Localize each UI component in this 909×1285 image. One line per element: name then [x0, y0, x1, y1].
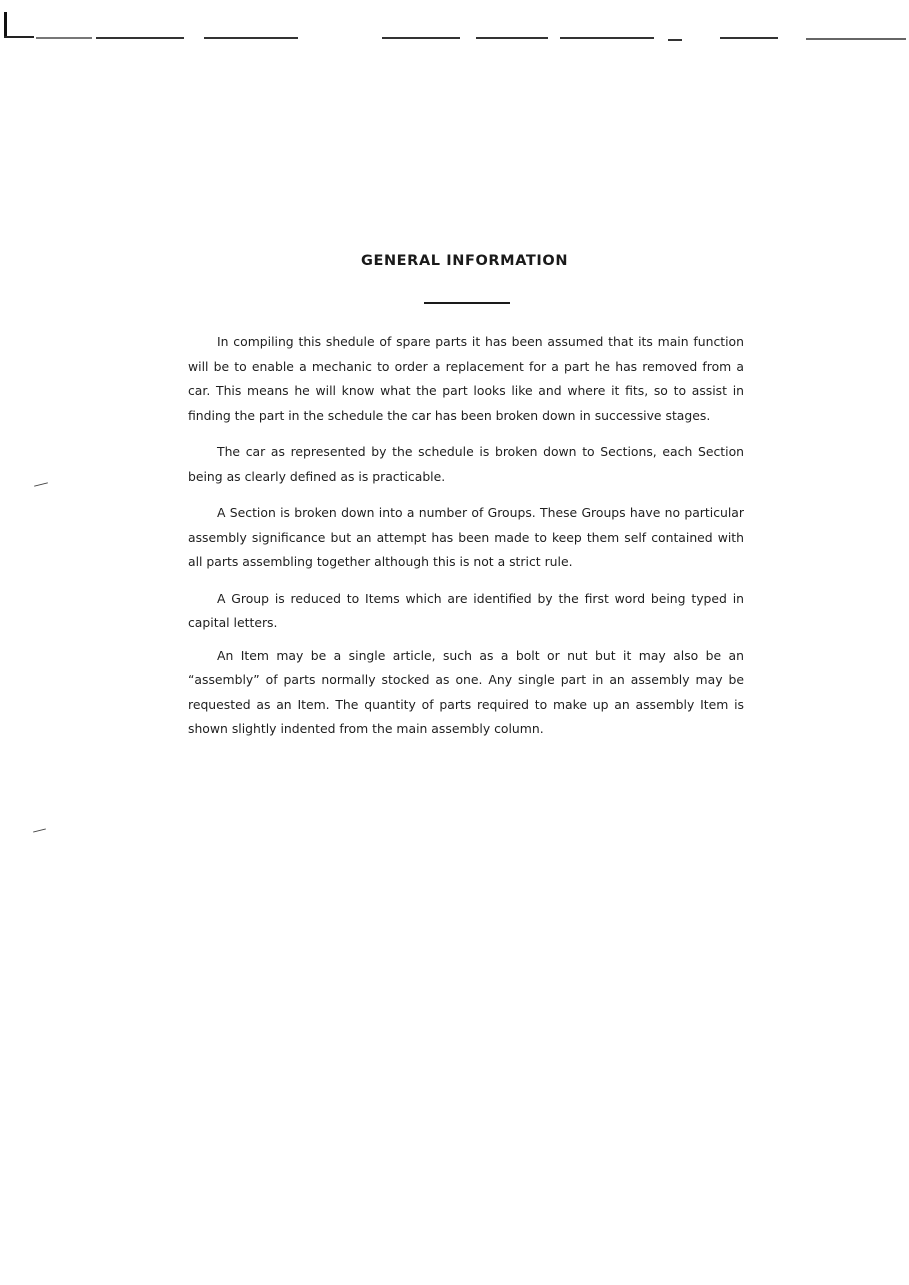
- scan-dash: [806, 38, 906, 40]
- scan-dash: [476, 37, 548, 39]
- scan-corner-mark: [4, 12, 7, 38]
- scan-dash: [720, 37, 778, 39]
- body-text: [188, 330, 744, 754]
- paragraph-items: A Group is reduced to Items which are identified by the first word being typed in capital letters.: [188, 590, 744, 630]
- scan-dash: [96, 37, 184, 39]
- scan-corner-mark-foot: [4, 36, 34, 38]
- scan-dash: [382, 37, 460, 39]
- paragraph-groups: A Section is broken down into a number of Groups. These Groups have no particular assembly significance but an attempt has been made to keep them self contained with all parts assembling together although this is not a strict rule.: [188, 505, 744, 569]
- paragraph-assemblies: An Item may be a single article, such as a bolt or nut but it may also be an “assembly” of parts normally stocked as one. Any single part in an assembly may be requested as an Item. The quantity of parts required to make up an assembly Item is shown slightly indented from the main assembly column.: [188, 647, 744, 736]
- paragraph-sections: The car as represented by the schedule is broken down to Sections, each Section being as clearly defined as is practicable.: [188, 444, 744, 484]
- margin-mark: [33, 828, 46, 832]
- paragraph-spare-parts-schedule: In compiling this shedule of spare parts it has been assumed that its main function will be to enable a mechanic to order a replacement for a part he has removed from a car. This means he will know what the part looks like and where it fits, so to assist in finding the part in the schedule the car has been broken down in successive stages.: [188, 334, 744, 423]
- scan-dash: [36, 37, 92, 39]
- scan-dash: [668, 39, 682, 41]
- scan-dash: [560, 37, 654, 39]
- title-underline: [424, 302, 510, 304]
- page-title: GENERAL INFORMATION: [360, 253, 569, 269]
- margin-mark: [34, 482, 48, 486]
- scan-dash: [204, 37, 298, 39]
